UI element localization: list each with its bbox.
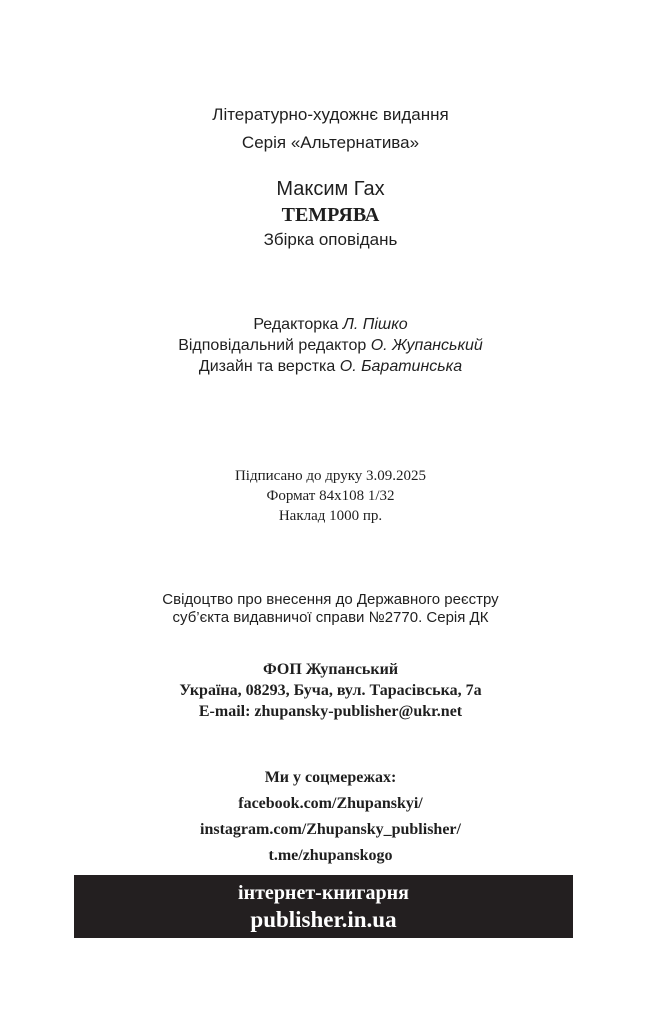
publisher-name: ФОП Жупанський <box>262 661 399 678</box>
book-title: ТЕМРЯВА <box>281 204 380 226</box>
publisher-address: Україна, 08293, Буча, вул. Тарасівська, 7а <box>179 682 482 699</box>
social-link-telegram: t.me/zhupanskogo <box>268 847 393 864</box>
signed-to-print: Підписано до друку 3.09.2025 <box>234 468 427 484</box>
print-run: Наклад 1000 пр. <box>278 508 383 524</box>
credit-editor <box>0 317 661 333</box>
social-link-facebook: facebook.com/Zhupanskyi/ <box>238 795 423 812</box>
credit-person: Л. Пішко <box>342 316 408 333</box>
credit-role: Дизайн та верстка <box>198 358 336 375</box>
book-subtitle: Збірка оповідань <box>263 230 398 249</box>
registry-line-2: суб’єкта видавничої справи №2770. Серія ДК <box>172 609 489 626</box>
author-name: Максим Гах <box>276 178 385 200</box>
credit-person: О. Баратинська <box>339 358 463 375</box>
registry-line-1: Свідоцтво про внесення до Державного реєстру <box>162 591 499 608</box>
banner-url: publisher.in.ua <box>250 907 397 932</box>
publisher-email: E-mail: zhupansky-publisher@ukr.net <box>198 703 463 720</box>
credit-design <box>0 359 661 375</box>
credit-role: Відповідальний редактор <box>178 337 367 354</box>
bookstore-banner <box>74 875 573 938</box>
series-line: Серія «Альтернатива» <box>241 133 420 152</box>
credit-role: Редакторка <box>253 316 339 333</box>
credit-responsible-editor <box>0 338 661 354</box>
banner-caption: інтернет-книгарня <box>238 882 409 904</box>
print-format: Формат 84х108 1/32 <box>266 488 395 504</box>
credit-person: О. Жупанський <box>370 337 483 354</box>
social-heading: Ми у соцмережах: <box>264 769 397 786</box>
social-link-instagram: instagram.com/Zhupansky_publisher/ <box>200 821 461 838</box>
genre-line: Літературно-художнє видання <box>212 105 449 124</box>
